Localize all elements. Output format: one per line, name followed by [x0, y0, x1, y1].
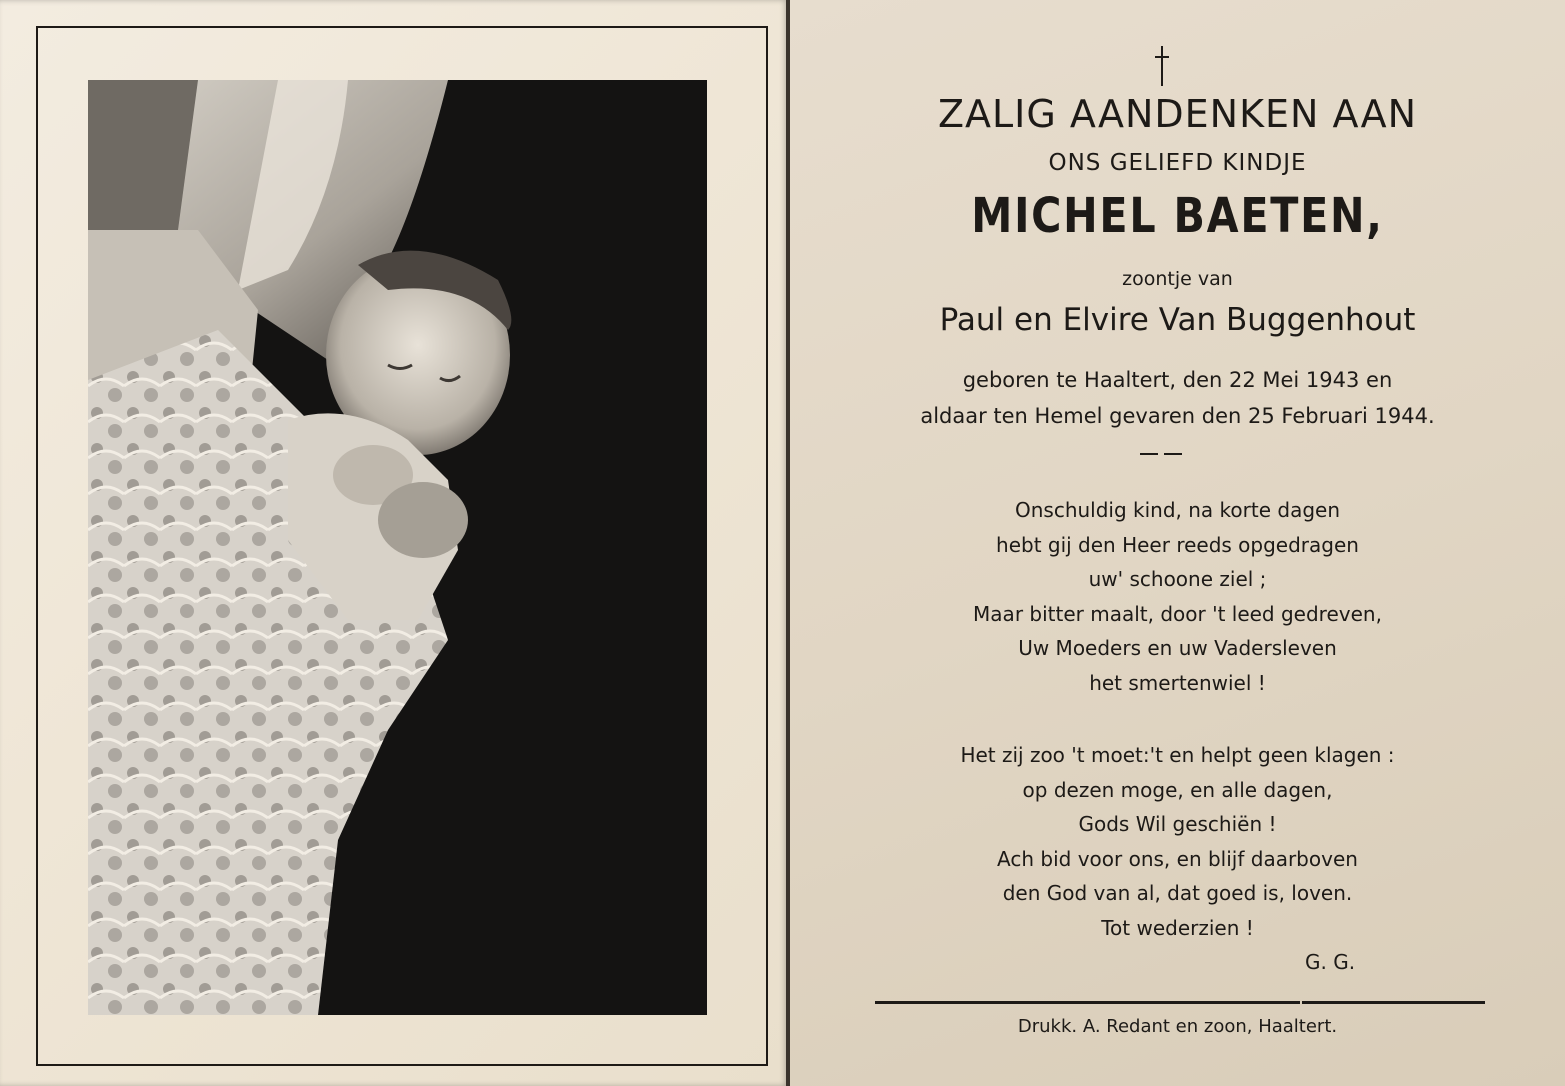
poem-line: op dezen moge, en alle dagen,: [1022, 777, 1333, 802]
separator-dash: [1164, 453, 1182, 455]
printer-credit: Drukk. A. Redant en zoon, Haaltert.: [1017, 1016, 1338, 1037]
memorial-photo: [88, 80, 707, 1015]
poem-line: Uw Moeders en uw Vadersleven: [1018, 636, 1337, 661]
death-line: aldaar ten Hemel gevaren den 25 Februari 1944.: [920, 404, 1435, 428]
poem-line: Onschuldig kind, na korte dagen: [1014, 498, 1341, 522]
birth-line: geboren te Haaltert, den 22 Mei 1943 en: [962, 368, 1393, 392]
poem-stanza-1: [790, 493, 1565, 701]
poem-line: Gods Wil geschiën !: [1078, 812, 1277, 837]
deceased-name: MICHEL BAETEN,: [971, 188, 1384, 244]
poem-line: Tot wederzien !: [1101, 915, 1254, 940]
footer-rule: [875, 1001, 1300, 1004]
footer-rule: [1302, 1001, 1485, 1004]
poem-line: Ach bid voor ons, en blijf daarboven: [997, 846, 1358, 871]
poem-line: hebt gij den Heer reeds opgedragen: [996, 532, 1359, 557]
poem-line: Maar bitter maalt, door 't leed gedreven,: [973, 601, 1382, 626]
poem-line: het smertenwiel !: [1089, 670, 1266, 695]
cross-icon: [1155, 46, 1169, 86]
separator-dash: [1140, 453, 1158, 455]
poem-stanza-2: [790, 738, 1565, 946]
poem-line: Het zij zoo 't moet:'t en helpt geen klagen :: [960, 743, 1395, 767]
card-title: ZALIG AANDENKEN AAN: [937, 92, 1417, 136]
poem-line: uw' schoone ziel ;: [1088, 567, 1267, 592]
card-subtitle: ONS GELIEFD KINDJE: [1048, 150, 1307, 176]
right-card: [790, 0, 1565, 1086]
parents-name: Paul en Elvire Van Buggenhout: [939, 302, 1416, 338]
relation-text: zoontje van: [1122, 268, 1233, 290]
poem-line: den God van al, dat goed is, loven.: [1002, 881, 1353, 906]
poem-signature: G. G.: [1305, 950, 1356, 974]
